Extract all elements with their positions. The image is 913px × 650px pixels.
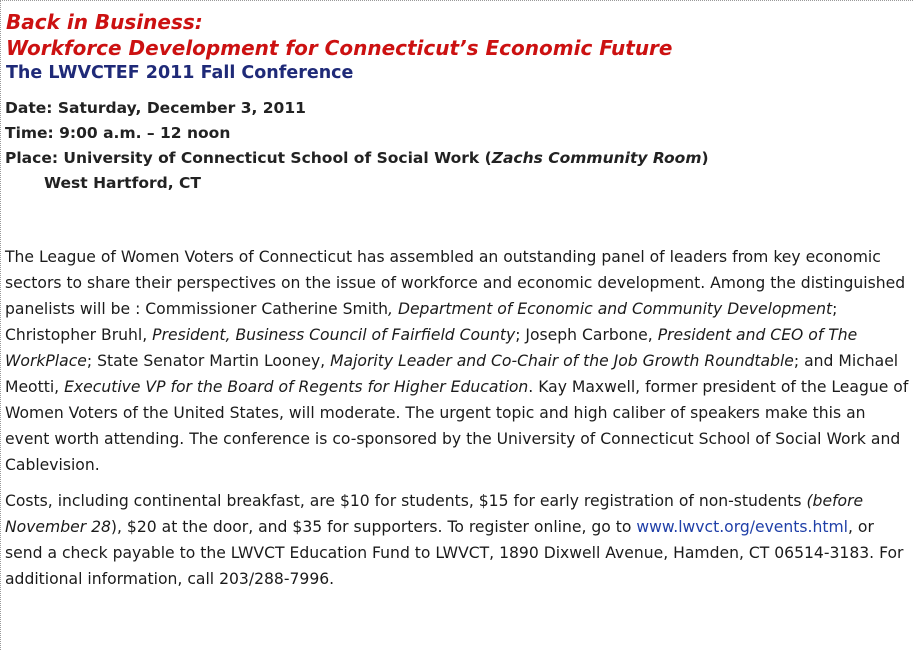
p1-text-5: ; and Michael Meotti, xyxy=(5,352,899,396)
p2-text-1: Costs, including continental breakfast, are $10 for students, $15 for early registration of non-students xyxy=(5,492,807,510)
p1-text-2: ; Christopher Bruhl, xyxy=(5,300,838,344)
p1-italic-5: Executive VP for the Board of Regents for Higher Education xyxy=(64,378,529,396)
p1-italic-2: President, Business Council of Fairfield County xyxy=(152,326,516,344)
p1-text-3: ; Joseph Carbone, xyxy=(515,326,658,344)
description-paragraph xyxy=(5,244,909,478)
p1-italic-1: , Department of Economic and Community Development xyxy=(388,300,833,318)
conference-name: The LWVCTEF 2011 Fall Conference xyxy=(6,63,354,83)
events-link[interactable]: www.lwvct.org/events.html xyxy=(636,518,848,536)
place-prefix: Place: University of Connecticut School of Social Work ( xyxy=(5,149,492,167)
event-subtitle-title: Workforce Development for Connecticut’s Economic Future xyxy=(6,36,673,60)
event-time: Time: 9:00 a.m. – 12 noon xyxy=(5,124,231,142)
p1-text-4: ; State Senator Martin Looney, xyxy=(86,352,331,370)
event-place xyxy=(5,146,909,171)
p1-text-1: The League of Women Voters of Connecticut has assembled an outstanding panel of leaders from key economic sectors to share their perspectives on the issue of workforce and economic development. Among the distinguished panelists will be : Commissioner Catherine Smith xyxy=(5,248,906,318)
event-title: Back in Business: xyxy=(6,10,203,34)
p1-text-6: . Kay Maxwell, former president of the League of Women Voters of the United States, will moderate. The urgent topic and high caliber of speakers make this an event worth attending. The conference is co-sponsored by the University of Connecticut School of Social Work and Cablevision. xyxy=(5,378,909,474)
place-room: Zachs Community Room xyxy=(491,149,702,167)
p2-text-2: ), $20 at the door, and $35 for supporters. To register online, go to xyxy=(110,518,637,536)
p1-italic-4: Majority Leader and Co-Chair of the Job Growth Roundtable xyxy=(330,352,794,370)
event-city: West Hartford, CT xyxy=(44,174,201,192)
event-date: Date: Saturday, December 3, 2011 xyxy=(5,99,306,117)
place-suffix: ) xyxy=(701,149,709,167)
p2-italic-1: (before November 28 xyxy=(5,492,864,536)
registration-paragraph xyxy=(5,488,909,592)
p1-italic-3: President and CEO of The WorkPlace xyxy=(5,326,858,370)
p2-text-3: , or send a check payable to the LWVCT Education Fund to LWVCT, 1890 Dixwell Avenue, Hamden, CT 06514-3183. For additional information, call 203/288-7996. xyxy=(5,518,904,588)
event-details xyxy=(5,96,909,196)
